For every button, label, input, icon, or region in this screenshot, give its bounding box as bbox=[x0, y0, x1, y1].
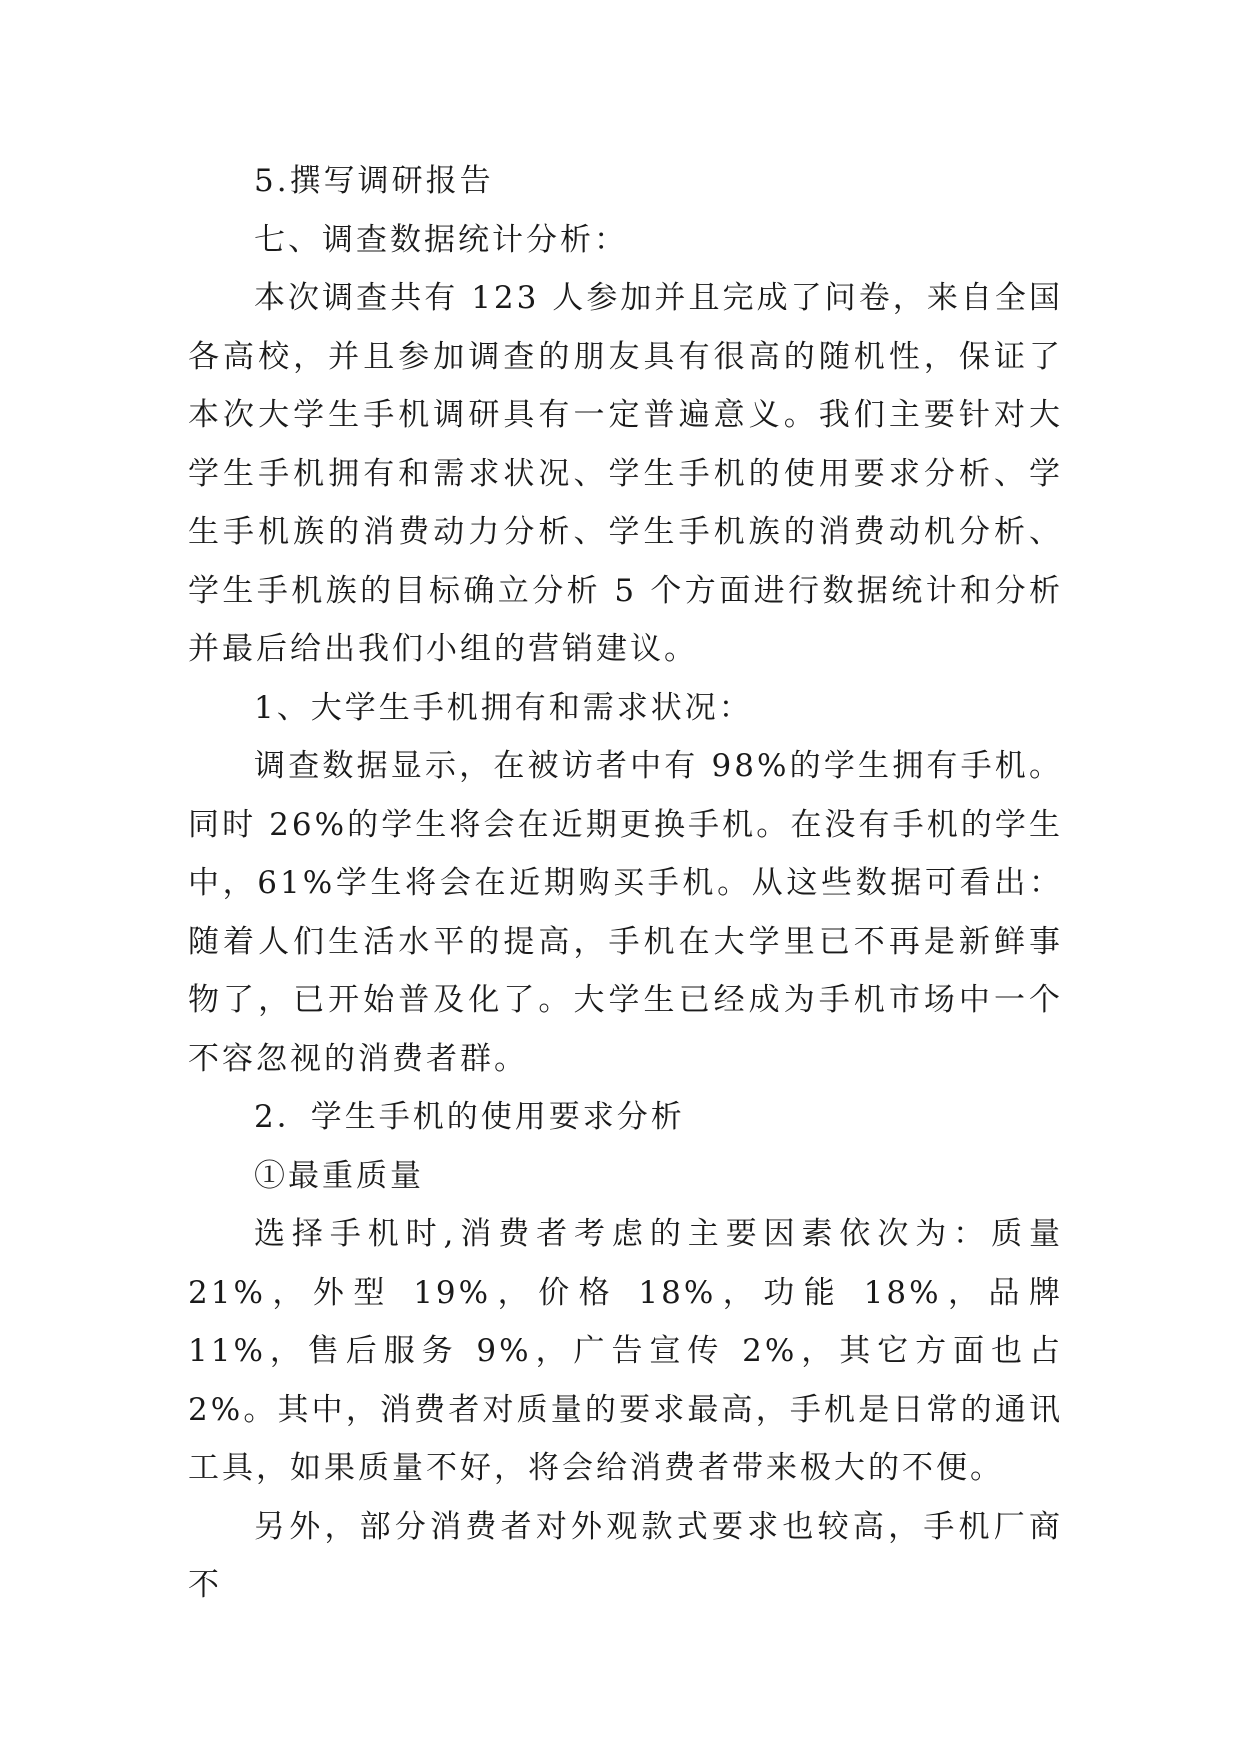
section-heading: 七、调查数据统计分析： bbox=[254, 221, 628, 258]
step-heading: 5.撰写调研报告 bbox=[254, 163, 494, 199]
subsection-heading-1: 1、大学生手机拥有和需求状况： bbox=[254, 689, 753, 726]
document-body bbox=[188, 152, 1063, 1615]
appearance-paragraph: 另外，部分消费者对外观款式要求也较高，手机厂商不 bbox=[188, 1508, 1063, 1603]
ownership-paragraph: 调查数据显示，在被访者中有 98%的学生拥有手机。同时 26%的学生将会在近期更换手机。在没有手机的学生中，61%学生将会在近期购买手机。从这些数据可看出：随着人们生活水平的提高，手机在大学里已不再是新鲜事物了，已开始普及化了。大学生已经成为手机市场中一个不容忽视的消费者群。 bbox=[188, 748, 1063, 1077]
factors-paragraph: 选择手机时,消费者考虑的主要因素依次为：质量 21%，外型 19%，价格 18%，功能 18%，品牌 11%，售后服务 9%，广告宣传 2%，其它方面也占 2%。其中，消费者对质量的要求最高，手机是日常的通讯工具，如果质量不好，将会给消费者带来极大的不便。 bbox=[188, 1216, 1063, 1486]
subsection-heading-2: 2．学生手机的使用要求分析 bbox=[254, 1099, 685, 1135]
intro-paragraph: 本次调查共有 123 人参加并且完成了问卷，来自全国各高校，并且参加调查的朋友具有很高的随机性，保证了本次大学生手机调研具有一定普遍意义。我们主要针对大学生手机拥有和需求状况、学生手机的使用要求分析、学生手机族的消费动力分析、学生手机族的消费动机分析、学生手机族的目标确立分析 5 个方面进行数据统计和分析并最后给出我们小组的营销建议。 bbox=[188, 280, 1063, 667]
point-heading-quality: ①最重质量 bbox=[254, 1157, 424, 1194]
